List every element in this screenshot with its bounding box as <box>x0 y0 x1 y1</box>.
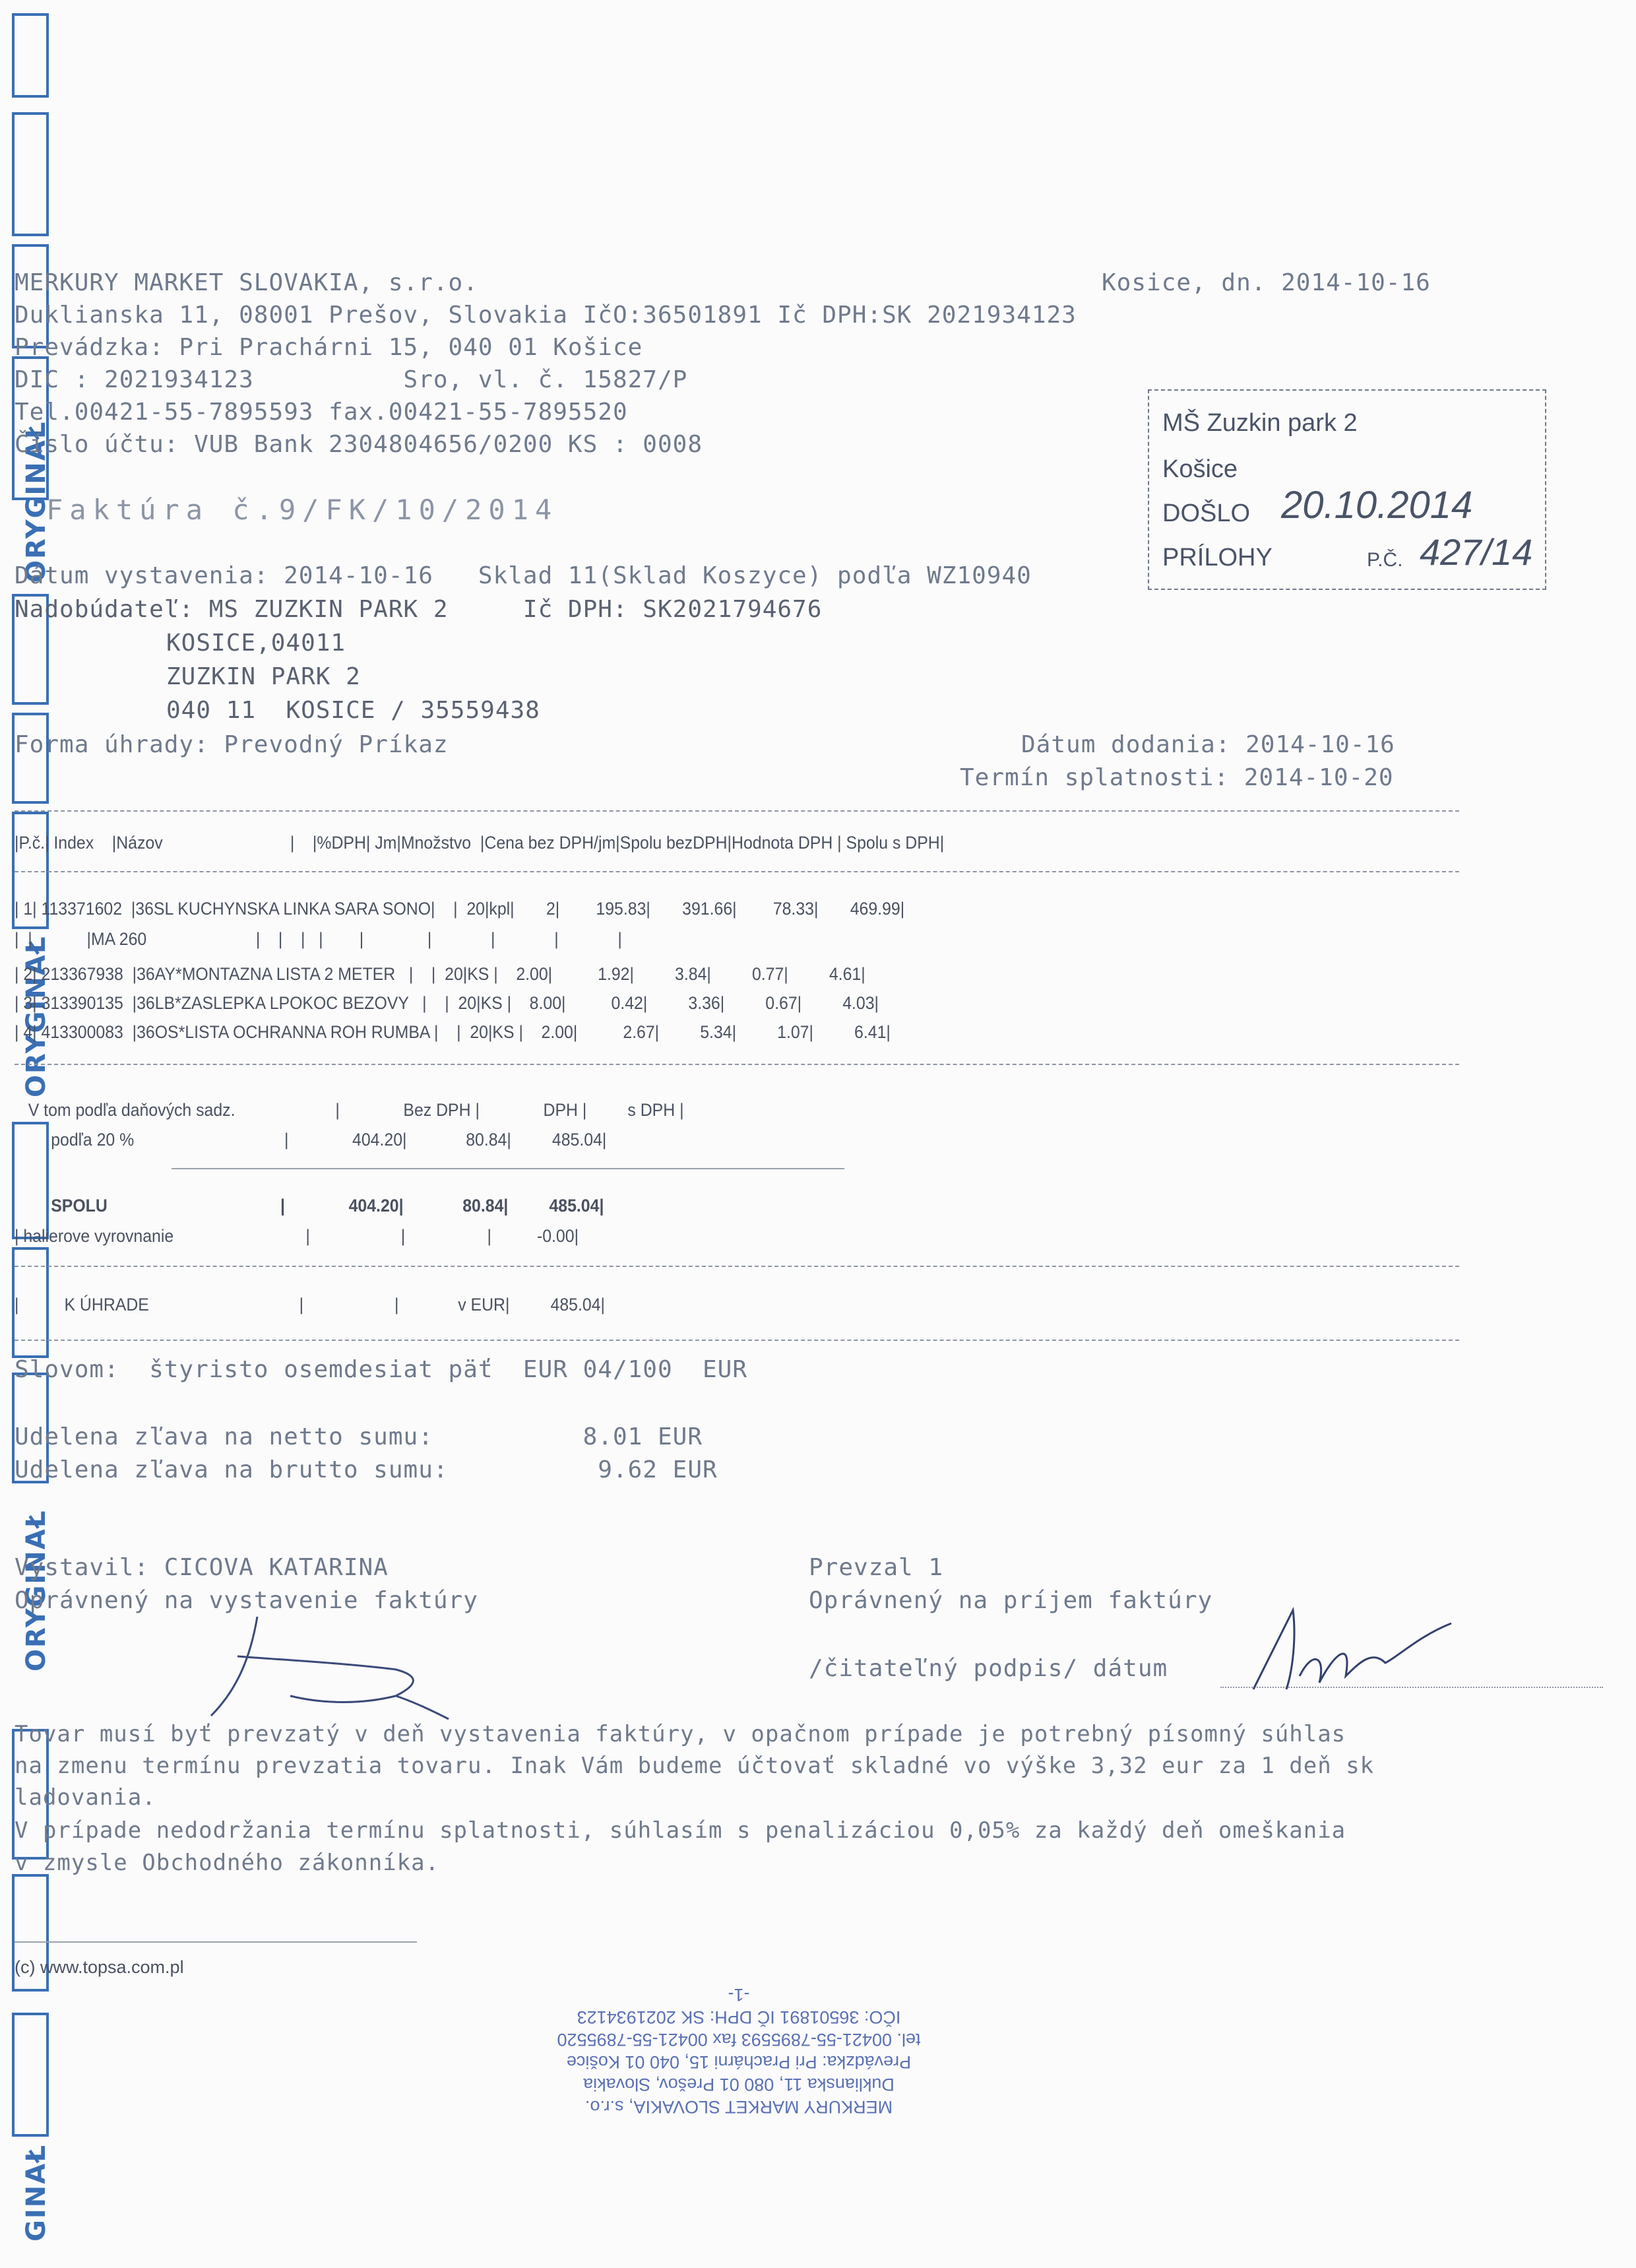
company-stamp <box>515 1947 963 2118</box>
table-row: | 2| 213367938 |36AY*MONTAZNA LISTA 2 METER | | 20|KS | 2.00| 1.92| 3.84| 0.77| 4.61| <box>15 964 865 984</box>
seller-name: MERKURY MARKET SLOVAKIA, s.r.o. <box>15 269 478 296</box>
stamp-line: Duklianska 11, 080 01 Prešov, Slovakia <box>583 2075 895 2094</box>
delivery-date: Dátum dodania: 2014-10-16 <box>1021 731 1395 758</box>
buyer-street: ZUZKIN PARK 2 <box>166 663 361 690</box>
tax-header: V tom podľa daňových sadz. | Bez DPH | DPH | s DPH | <box>15 1100 684 1120</box>
amount-in-words: Slovom: štyristo osemdesiat päť EUR 04/100 EUR <box>15 1356 748 1383</box>
terms-line: na zmenu termínu prevzatia tovaru. Inak Vám budeme účtovať skladné vo výške 3,32 eur za 1 deň sk <box>15 1753 1375 1779</box>
received-by-role: Oprávnený na príjem faktúry <box>809 1587 1213 1614</box>
stamp-line: tel. 00421-55-7895593 fax 00421-55-7895520 <box>557 2030 921 2050</box>
strip-box <box>12 112 49 236</box>
buyer-city: KOSICE,04011 <box>166 630 346 657</box>
discount-net: Udelena zľava na netto sumu: 8.01 EUR <box>15 1423 703 1450</box>
received-stamp <box>1148 389 1546 590</box>
rounding-rule <box>15 1266 1459 1267</box>
terms-line: ladovania. <box>15 1784 156 1811</box>
issue-line: Dátum vystavenia: 2014-10-16 Sklad 11(Sklad Koszyce) podľa WZ10940 <box>15 562 1032 589</box>
rounding-row: | halierove vyrovnanie | | | -0.00| <box>15 1226 579 1246</box>
footer-rule <box>15 1941 417 1943</box>
total-row: SPOLU | 404.20| 80.84| 485.04| <box>15 1196 604 1215</box>
invoice-title: Faktúra č.9/FK/10/2014 <box>46 494 559 526</box>
strip-box <box>12 2013 49 2137</box>
stamp-received: DOŠLO <box>1162 500 1251 527</box>
tax-rule <box>172 1168 844 1169</box>
seller-account: Číslo účtu: VUB Bank 2304804656/0200 KS : 0008 <box>15 431 703 458</box>
buyer-line1: Nadobúdateľ: MS ZUZKIN PARK 2 Ič DPH: SK2021794676 <box>15 596 823 623</box>
stamp-number-label: P.Č. <box>1367 549 1403 571</box>
tax-row: podľa 20 % | 404.20| 80.84| 485.04| <box>15 1130 607 1150</box>
terms-line: V prípade nedodržania termínu splatnosti, súhlasím s penalizáciou 0,05% za každý deň omeškania <box>15 1817 1346 1844</box>
due-date: Termín splatnosti: 2014-10-20 <box>960 764 1394 791</box>
table-row: | 4| 413300083 |36OS*LISTA OCHRANNA ROH RUMBA | | 20|KS | 2.00| 2.67| 5.34| 1.07| 6.41| <box>15 1022 891 1042</box>
seller-dic: DIC : 2021934123 Sro, vl. č. 15827/P <box>15 366 688 393</box>
amount-due-row: | K ÚHRADE | | v EUR| 485.04| <box>15 1295 605 1314</box>
terms-line: Tovar musí byť prevzatý v deň vystavenia faktúry, v opačnom prípade je potrebný písomný súhlas <box>15 1721 1346 1747</box>
oryginal-label: GINAŁ <box>21 2144 51 2242</box>
stamp-line: IČO: 36501891 IČ DPH: SK 2021934123 <box>577 2007 901 2027</box>
seller-address: Duklianska 11, 08001 Prešov, Slovakia IčO:36501891 Ič DPH:SK 2021934123 <box>15 302 1077 329</box>
table-bottom-rule <box>15 1340 1459 1341</box>
issued-by-role: Oprávnený na vystavenie faktúry <box>15 1587 478 1614</box>
footer-copyright: (c) www.topsa.com.pl <box>15 1957 184 1977</box>
stamp-attachments: PRÍLOHY <box>1162 544 1273 571</box>
table-row: | 3| 313390135 |36LB*ZASLEPKA LPOKOC BEZOVY | | 20|KS | 8.00| 0.42| 3.36| 0.67| 4.03| <box>15 993 879 1013</box>
oryginal-label: ORYGINAŁ <box>21 420 51 583</box>
stamp-received-date: 20.10.2014 <box>1281 484 1473 527</box>
issued-by: Vystavil: CICOVA KATARINA <box>15 1554 389 1581</box>
table-rows-rule <box>15 1064 1459 1065</box>
discount-gross: Udelena zľava na brutto sumu: 9.62 EUR <box>15 1456 718 1483</box>
table-header-rule <box>15 871 1459 872</box>
buyer-zip-id: 040 11 KOSICE / 35559438 <box>166 697 540 724</box>
issuer-signature <box>198 1597 475 1722</box>
strip-box <box>12 244 49 348</box>
seller-phone: Tel.00421-55-7895593 fax.00421-55-7895520 <box>15 399 628 426</box>
stamp-number: 427/14 <box>1420 531 1533 573</box>
payment-method: Forma úhrady: Prevodný Príkaz <box>15 731 449 758</box>
received-by: Prevzal 1 <box>809 1554 944 1581</box>
oryginal-label: ORYGINAŁ <box>21 1509 51 1671</box>
seller-branch: Prevádzka: Pri Prachárni 15, 040 01 Košice <box>15 334 643 361</box>
stamp-city: Košice <box>1162 455 1238 483</box>
stamp-line: -1- <box>728 1985 750 2005</box>
receiver-signature <box>1240 1597 1478 1696</box>
stamp-line: MERKURY MARKET SLOVAKIA, s.r.o. <box>584 2097 893 2117</box>
table-row: | | |MA 260 | | | | | | | | | <box>15 929 622 949</box>
table-row: | 1| 113371602 |36SL KUCHYNSKA LINKA SARA SONO| | 20|kpl| 2| 195.83| 391.66| 78.33| 469.99| <box>15 899 905 919</box>
signature-caption: /čitateľný podpis/ dátum <box>809 1655 1168 1682</box>
table-header: |P.č.| Index |Názov | |%DPH| Jm|Množstvo |Cena bez DPH/jm|Spolu bezDPH|Hodnota DPH | Spolu s DPH| <box>15 833 945 853</box>
stamp-school: MŠ Zuzkin park 2 <box>1162 409 1358 437</box>
oryginal-label: ORYGINAŁ <box>21 935 51 1097</box>
stamp-line: Prevádzka: Pri Prachárni 15, 040 01 Košice <box>566 2052 912 2072</box>
table-top-rule <box>15 810 1459 812</box>
terms-line: v zmysle Obchodného zákonníka. <box>15 1850 440 1876</box>
place-date: Kosice, dn. 2014-10-16 <box>1102 269 1431 296</box>
strip-box <box>12 13 49 98</box>
strip-box <box>12 713 49 804</box>
